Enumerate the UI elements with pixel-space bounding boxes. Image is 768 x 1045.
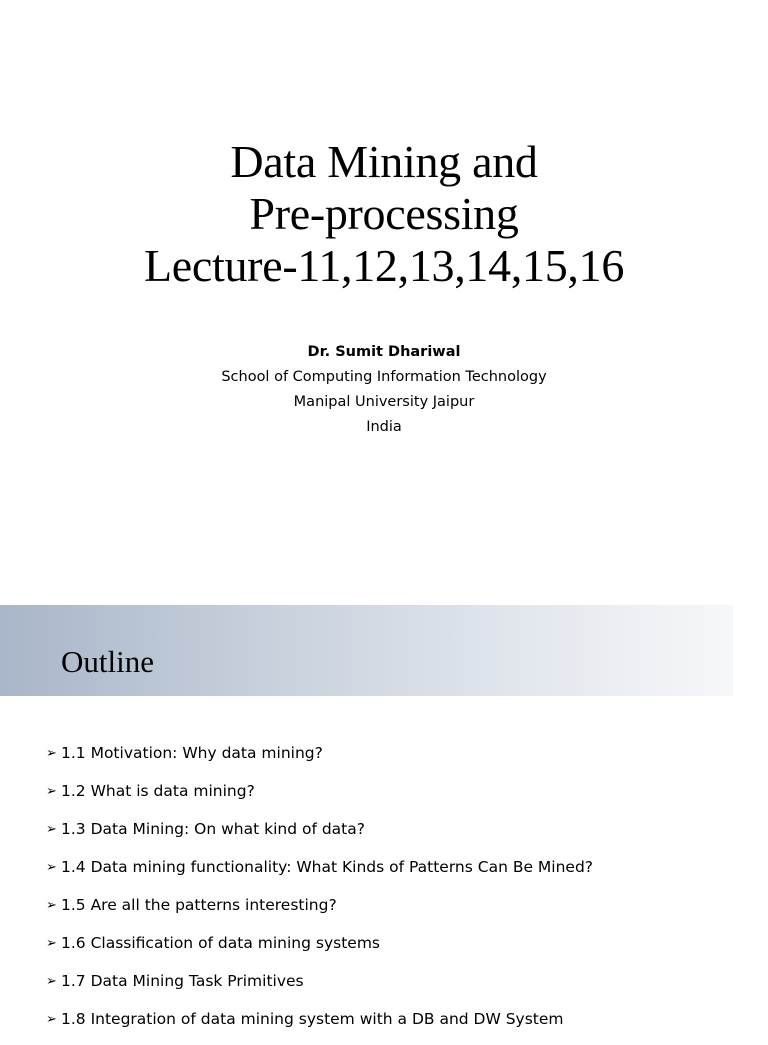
arrow-bullet-icon: ➢	[46, 860, 57, 875]
slide-title	[0, 136, 768, 292]
title-line-1: Data Mining and	[230, 136, 538, 187]
outline-item-text: 1.3 Data Mining: On what kind of data?	[61, 820, 365, 838]
author-department: School of Computing Information Technology	[221, 369, 547, 385]
arrow-bullet-icon: ➢	[46, 1012, 57, 1027]
outline-item	[46, 893, 593, 931]
outline-item-text: 1.2 What is data mining?	[61, 782, 255, 800]
author-name: Dr. Sumit Dhariwal	[307, 344, 461, 360]
outline-item	[46, 741, 593, 779]
title-line-3: Lecture-11,12,13,14,15,16	[143, 240, 625, 291]
title-line-2: Pre-processing	[249, 188, 519, 239]
outline-item	[46, 1007, 593, 1045]
arrow-bullet-icon: ➢	[46, 746, 57, 761]
outline-heading: Outline	[61, 644, 154, 679]
arrow-bullet-icon: ➢	[46, 784, 57, 799]
outline-item-text: 1.7 Data Mining Task Primitives	[61, 972, 304, 990]
outline-item-text: 1.8 Integration of data mining system with a DB and DW System	[61, 1010, 564, 1028]
outline-item-text: 1.4 Data mining functionality: What Kinds of Patterns Can Be Mined?	[61, 858, 594, 876]
outline-item	[46, 779, 593, 817]
arrow-bullet-icon: ➢	[46, 898, 57, 913]
author-block	[0, 340, 768, 440]
outline-item-text: 1.5 Are all the patterns interesting?	[61, 896, 337, 914]
outline-item	[46, 817, 593, 855]
outline-list	[46, 741, 593, 1045]
arrow-bullet-icon: ➢	[46, 936, 57, 951]
outline-item	[46, 931, 593, 969]
outline-item	[46, 855, 593, 893]
outline-item-text: 1.6 Classification of data mining systems	[61, 934, 381, 952]
author-country: India	[366, 419, 402, 435]
arrow-bullet-icon: ➢	[46, 822, 57, 837]
author-university: Manipal University Jaipur	[293, 394, 475, 410]
outline-item	[46, 969, 593, 1007]
outline-item-text: 1.1 Motivation: Why data mining?	[61, 744, 323, 762]
arrow-bullet-icon: ➢	[46, 974, 57, 989]
